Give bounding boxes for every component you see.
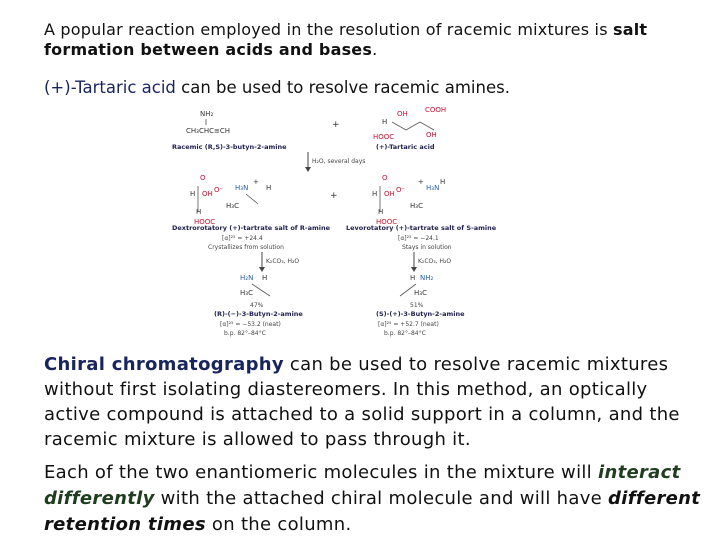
intro-bold: salt formation between acids and bases <box>44 20 648 59</box>
bond <box>246 194 258 204</box>
interact-differently: interact differently <box>44 462 681 509</box>
salt-s-ominus: O⁻ <box>396 186 406 194</box>
amine-chain: CH₃CHC≡CH <box>186 127 231 135</box>
condition-water: H₂O, several days <box>312 158 366 165</box>
prod-s-h3c: H₃C <box>414 289 427 297</box>
salt-s-note: Stays in solution <box>402 244 452 251</box>
salt-r-h2: H <box>196 208 202 216</box>
amine-nh2: NH₂ <box>200 110 214 118</box>
base-condition-right: K₂CO₃, H₂O <box>418 258 452 265</box>
bond <box>252 284 270 296</box>
racemic-amine-label: Racemic (R,S)-3-butyn-2-amine <box>172 143 287 151</box>
r-boiling-point: b.p. 82°–84°C <box>224 330 266 337</box>
prod-s-nh2: NH₂ <box>420 274 434 282</box>
salt-r-hooc: HOOC <box>194 218 216 226</box>
intro-paragraph <box>44 20 710 60</box>
s-boiling-point: b.p. 82°–84°C <box>384 330 426 337</box>
acid-h: H <box>382 118 388 126</box>
acid-oh-top: OH <box>397 110 408 118</box>
interaction-text-1: Each of the two enantiomeric molecules in the mixture will <box>44 462 598 483</box>
salt-s-h3n: H₃N <box>426 184 440 192</box>
r-amine-name: (R)-(−)-3-Butyn-2-amine <box>214 310 303 318</box>
interaction-paragraph <box>44 460 710 538</box>
salt-r-h3n: H₃N <box>235 184 249 192</box>
chromatography-term: Chiral chromatography <box>44 354 284 375</box>
resolution-scheme <box>170 100 497 340</box>
prod-s-h: H <box>410 274 416 282</box>
salt-r-oh: OH <box>202 190 213 198</box>
interaction-text-2: with the attached chiral molecule and will have <box>154 488 609 509</box>
arrowhead <box>305 167 311 172</box>
tartaric-paragraph <box>44 78 710 98</box>
salt-r-o: O <box>200 174 206 182</box>
bond <box>406 122 420 130</box>
tartaric-acid-label: (+)-Tartaric acid <box>376 143 435 151</box>
salt-s-h-left: H <box>372 190 378 198</box>
tartaric-text: can be used to resolve racemic amines. <box>175 78 510 97</box>
different-retention-times: different retention times <box>44 488 701 535</box>
s-amine-name: (S)-(+)-3-Butyn-2-amine <box>376 310 465 318</box>
plus-sign: + <box>332 120 340 130</box>
salt-r-ominus: O⁻ <box>214 186 224 194</box>
salt-s-charge: + <box>418 178 424 186</box>
arrowhead <box>411 267 417 272</box>
s-yield: 51% <box>410 302 424 309</box>
intro-text: A popular reaction employed in the resolution of racemic mixtures is <box>44 20 614 39</box>
salt-s-rotation: [α]²⁵ = −24.1 <box>398 235 439 242</box>
salt-s-hooc: HOOC <box>376 218 398 226</box>
salt-r-h: H <box>266 184 272 192</box>
salt-r-label: Dextrorotatory (+)-tartrate salt of R-amine <box>172 224 331 232</box>
salt-s-o: O <box>382 174 388 182</box>
salt-s-h2: H <box>378 208 384 216</box>
salt-r-charge: + <box>253 178 259 186</box>
base-condition-left: K₂CO₃, H₂O <box>266 258 300 265</box>
chromatography-paragraph <box>44 352 710 452</box>
interaction-text-3: on the column. <box>205 514 352 535</box>
salt-r-h-left: H <box>190 190 196 198</box>
plus-sign-2: + <box>330 191 338 201</box>
salt-s-h: H <box>440 178 446 186</box>
r-yield: 47% <box>250 302 264 309</box>
acid-oh: OH <box>426 131 437 139</box>
tartaric-highlight: (+)-Tartaric acid <box>44 78 176 97</box>
chromatography-text: can be used to resolve racemic mixtures without first isolating diastereomers. In this method, an optically active compound is attached to a solid support in a column, and the racemic mixture is allowed to pass through it. <box>44 354 680 450</box>
bond <box>420 122 434 130</box>
salt-r-note: Crystallizes from solution <box>208 244 284 251</box>
prod-r-h3c: H₃C <box>240 289 253 297</box>
salt-s-oh: OH <box>384 190 395 198</box>
bond <box>392 122 406 130</box>
salt-s-label: Levorotatory (+)-tartrate salt of S-amine <box>346 224 497 232</box>
salt-s-h3c: H₃C <box>410 202 423 210</box>
arrowhead <box>259 267 265 272</box>
acid-cooh: COOH <box>425 106 447 114</box>
salt-r-h3c: H₃C <box>226 202 239 210</box>
r-rotation: [α]²⁵ = −53.2 (neat) <box>220 321 281 328</box>
prod-r-h2n: H₂N <box>240 274 254 282</box>
intro-end: . <box>372 40 378 59</box>
prod-r-h: H <box>262 274 268 282</box>
s-rotation: [α]²⁵ = +52.7 (neat) <box>378 321 439 328</box>
acid-hooc: HOOC <box>373 133 395 141</box>
salt-r-rotation: [α]²⁵ = +24.4 <box>222 235 263 242</box>
